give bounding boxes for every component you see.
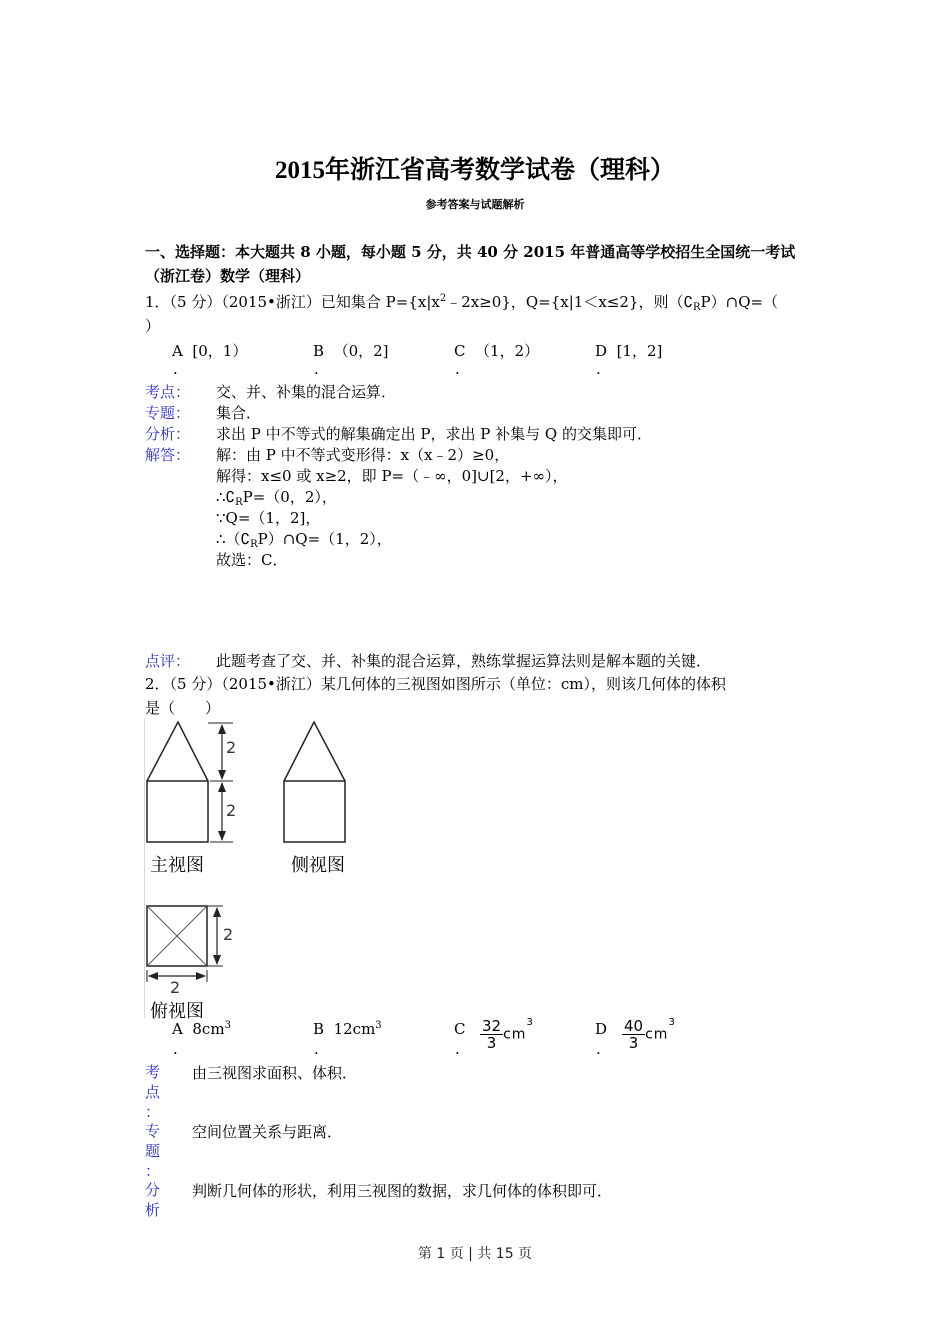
question-number: 2．	[145, 675, 170, 693]
option-a[interactable]: A $8cm^3$	[172, 1020, 231, 1038]
fenxi-text: 判断几何体的形状，利用三视图的数据，求几何体的体积即可．	[192, 1182, 613, 1200]
dim-label-bottom: 2	[226, 801, 237, 820]
jieda-line-4: ∵Q=（1，2]，	[216, 509, 321, 527]
dianping-label: 点评：	[145, 652, 191, 670]
front-view-label: 主视图	[150, 855, 204, 876]
side-view-label: 侧视图	[291, 855, 345, 876]
fraction: $\frac{40}{3}$	[624, 1017, 644, 1052]
option-b-dot: .	[314, 1040, 319, 1058]
option-c-dot: .	[455, 1040, 460, 1058]
dianping-text: 此题考查了交、并、补集的混合运算，熟练掌握运算法则是解本题的关键．	[216, 652, 712, 670]
jieda-line-2: 解得：x≤0 或 x≥2，即 P=（﹣∞，0]∪[2，+∞），	[216, 467, 568, 485]
fenxi-label: 分 析	[145, 1181, 161, 1219]
fenxi-label: 分析：	[145, 425, 191, 443]
dim-label-top: 2	[226, 738, 237, 757]
jieda-line-3: $\therefore∁_RP=(0$，2），	[216, 488, 337, 508]
question-number: 1．	[145, 293, 170, 311]
jieda-line-5: $\therefore(∁_RP)\cap Q=(1$，2），	[216, 530, 392, 550]
option-c-dot: .	[455, 360, 460, 378]
three-view-figure	[143, 718, 373, 1020]
fraction: $\frac{32}{3}$	[482, 1017, 502, 1052]
option-c[interactable]: C （1，2）	[454, 342, 540, 360]
option-c[interactable]: $\frac{32}{3}$ $cm^3$	[482, 1017, 533, 1052]
zhuanti-label: 专 题 ：	[145, 1122, 161, 1180]
option-d-dot: .	[596, 360, 601, 378]
option-d-dot: .	[596, 1040, 601, 1058]
option-a-dot: .	[173, 360, 178, 378]
question-2-stem: 2．（5 分）（2015•浙江）某几何体的三视图如图所示（单位：cm），则该几何体的体积 是（ ）	[145, 675, 727, 717]
option-b-dot: .	[314, 360, 319, 378]
zhuanti-label: 专题：	[145, 404, 191, 422]
page-footer: 第 1 页 | 共 15 页	[417, 1246, 533, 1262]
option-b[interactable]: B （0，2]	[313, 342, 389, 360]
jieda-line-1: 解：由 P 中不等式变形得：x（x﹣2）≥0，	[216, 446, 510, 464]
document-subtitle: 参考答案与试题解析	[425, 198, 525, 211]
option-d[interactable]: $\frac{40}{3}$ $cm^3$	[624, 1017, 675, 1052]
dim-label-top-view-height: 2	[223, 925, 234, 944]
option-a-dot: .	[173, 1040, 178, 1058]
zhuanti-text: 空间位置关系与距离．	[192, 1123, 343, 1141]
kaodian-label: 考点：	[145, 383, 191, 401]
jieda-line-6: 故选：C．	[216, 551, 288, 569]
section-heading: 一、选择题：本大题共 8 小题，每小题 5 分，共 40 分 2015 年普通高等学校招生全国统一考试（浙江卷）数学（理科）	[145, 243, 796, 285]
kaodian-label: 考 点 ：	[145, 1063, 161, 1121]
question-1-stem: 1．（5 分）（2015•浙江）已知集合 $P=\{x|x^2﹣2x\ge 0\}$，Q={x|1＜x≤2}，则$(∁_RP)\cap Q=$（ ）	[145, 293, 779, 335]
option-d[interactable]: D [1，2]	[595, 342, 663, 360]
option-c-letter[interactable]: C	[454, 1020, 466, 1038]
option-d-letter[interactable]: D	[595, 1020, 608, 1038]
document-title: 2015年浙江省高考数学试卷（理科）	[274, 157, 675, 184]
zhuanti-text: 集合．	[216, 404, 262, 422]
option-b[interactable]: B $12cm^3$	[313, 1020, 382, 1038]
kaodian-text: 由三视图求面积、体积．	[192, 1064, 358, 1082]
option-a[interactable]: A [0，1）	[172, 342, 248, 360]
top-view-label: 俯视图	[150, 1001, 204, 1022]
dim-label-top-view-width: 2	[170, 978, 181, 997]
fenxi-text: 求出 P 中不等式的解集确定出 P，求出 P 补集与 Q 的交集即可．	[216, 425, 652, 443]
kaodian-text: 交、并、补集的混合运算．	[216, 383, 397, 401]
jieda-label: 解答：	[145, 446, 191, 464]
